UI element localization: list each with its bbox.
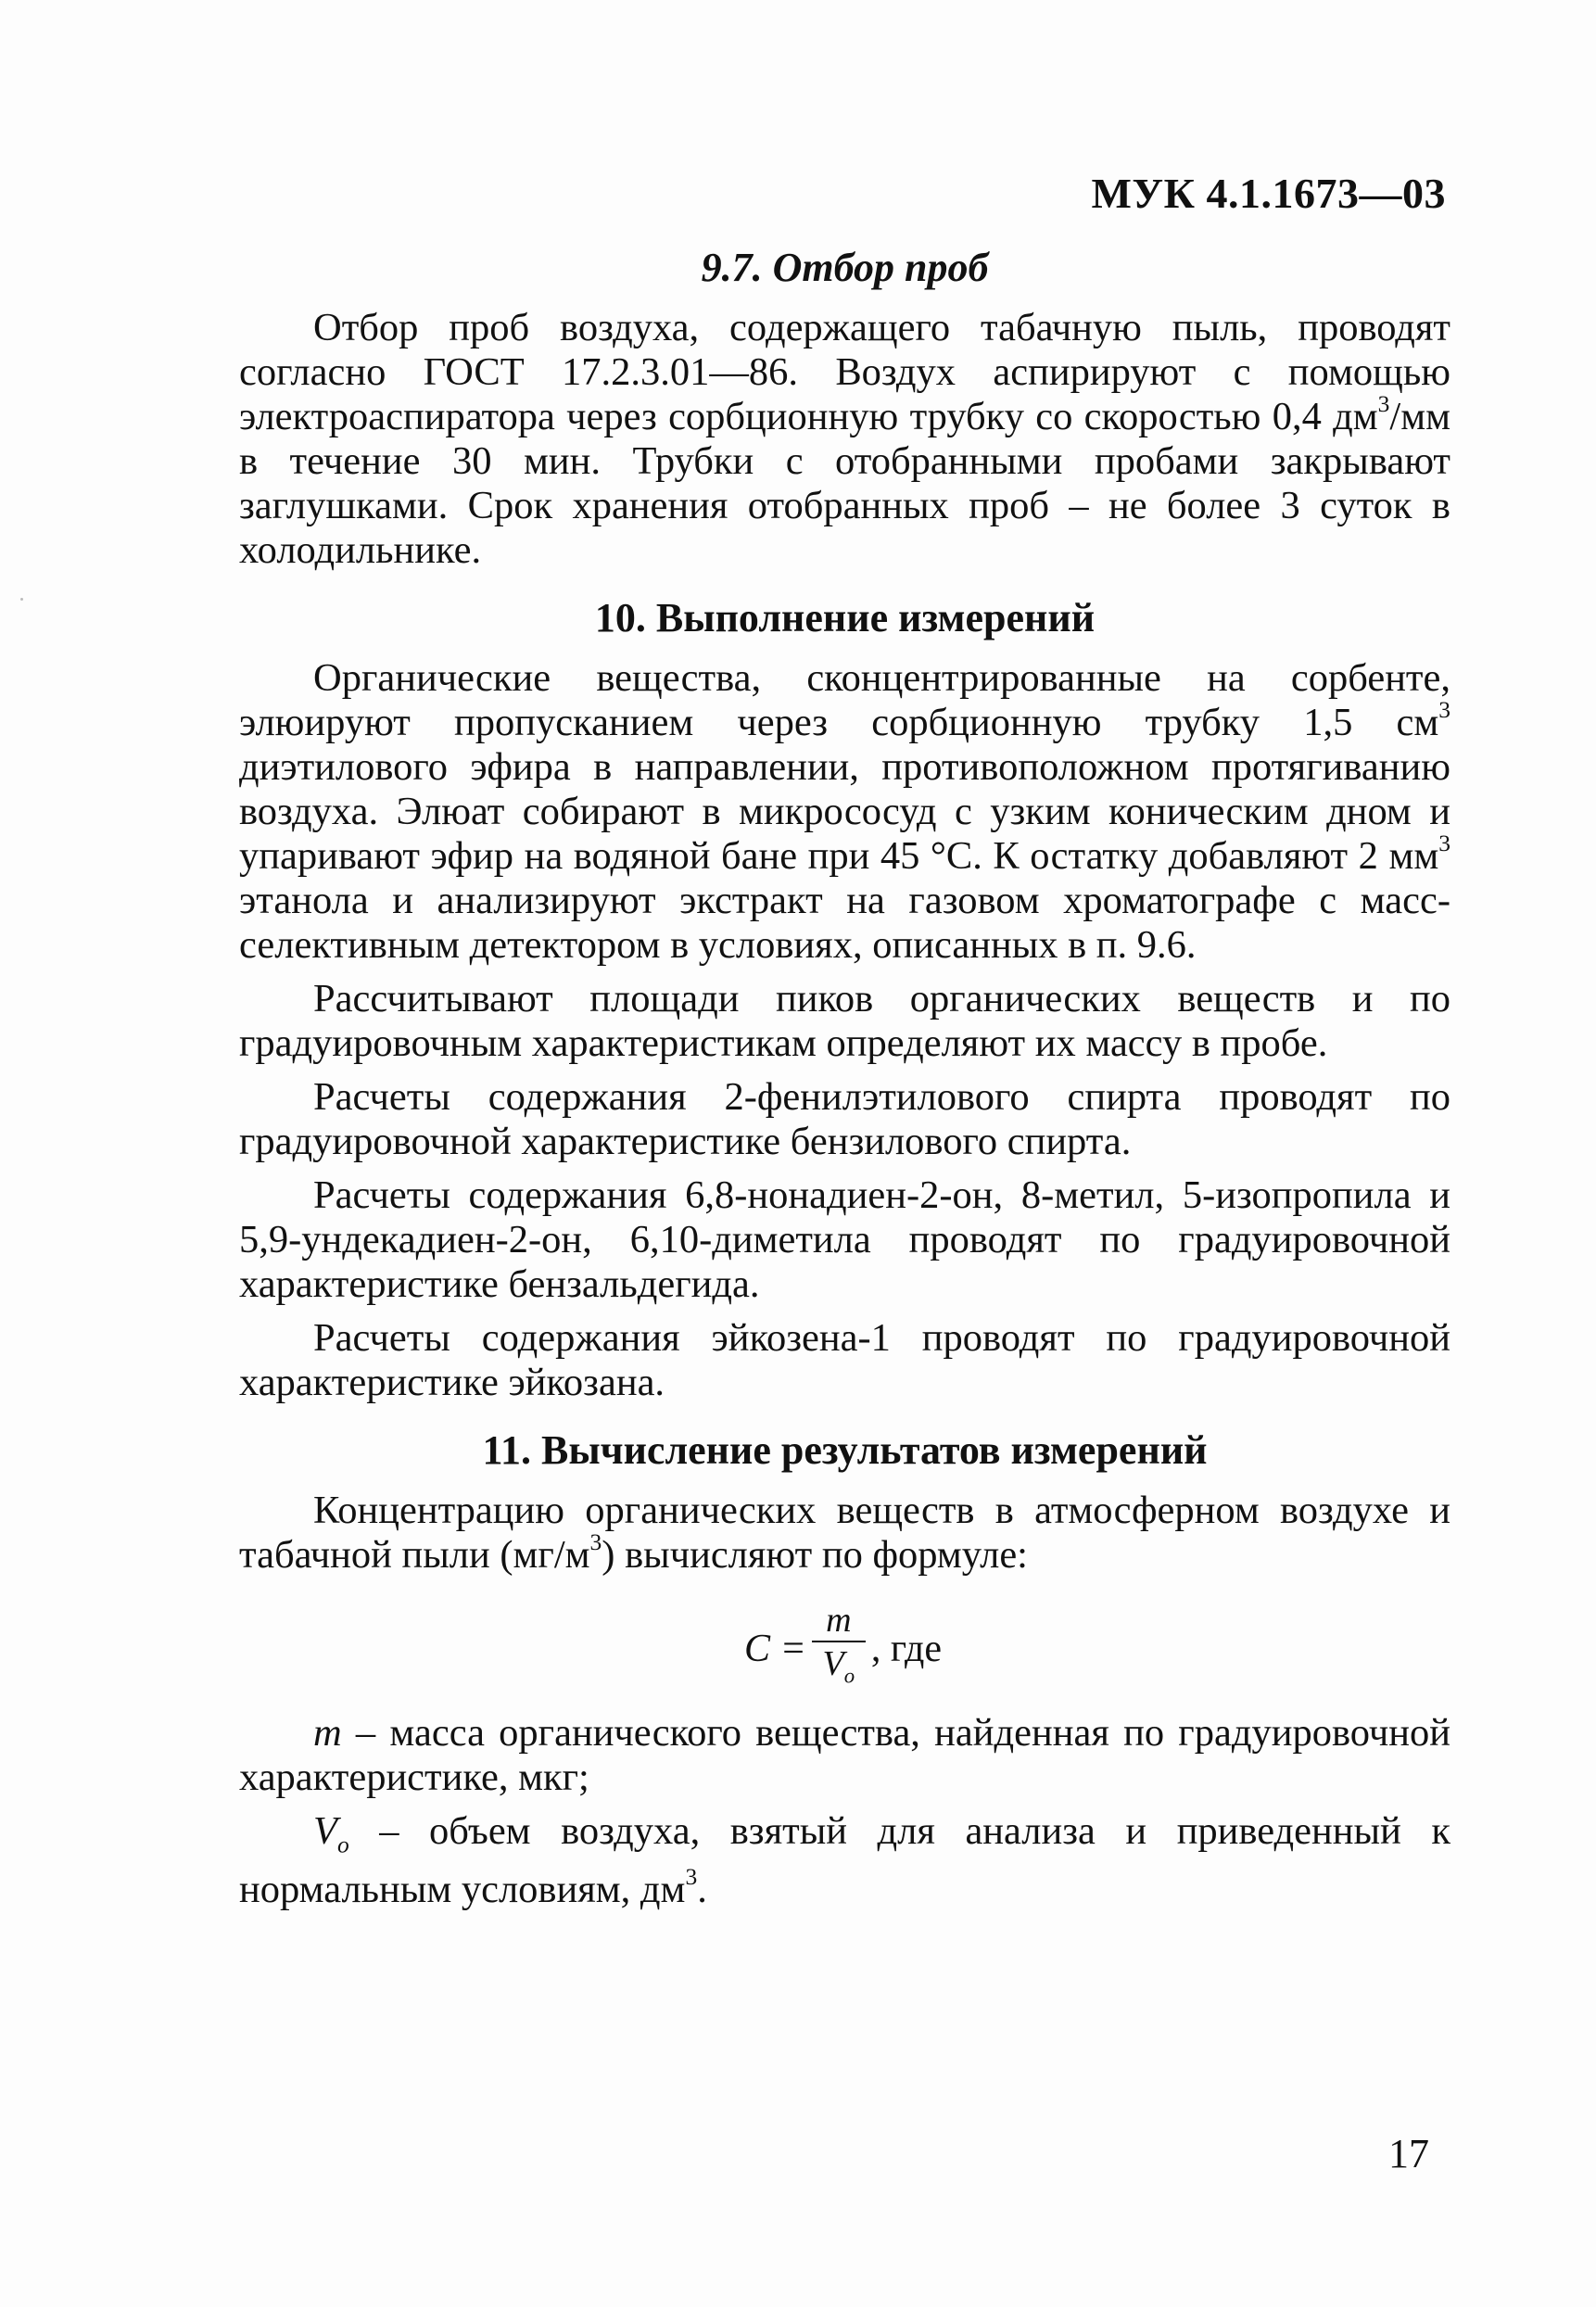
paragraph-text: этанола и анализируют экстракт на газовом хроматографе с масс-селективным детектором в условиях, описанных в п. 9.6.	[239, 879, 1450, 967]
paragraph-text: диэтилового эфира в направлении, противоположном протягиванию воздуха. Элюат собирают в микрососуд с узким коническим дном и упаривают эфир на водяной бане при 45 °С. К остатку добавляют 2 мм	[239, 745, 1450, 878]
definition-symbol: m	[313, 1711, 342, 1755]
definition-text: – масса органического вещества, найденная по градуировочной характеристике, мкг;	[239, 1711, 1450, 1799]
paragraph-phenylethyl: Расчеты содержания 2-фенилэтилового спирта проводят по градуировочной характеристике бензилового спирта.	[239, 1075, 1450, 1163]
superscript: 3	[589, 1527, 602, 1555]
section-title-9-7: 9.7. Отбор проб	[701, 245, 989, 290]
formula-fraction	[812, 1600, 866, 1698]
superscript: 3	[1377, 389, 1390, 417]
definition-symbol: V	[313, 1809, 337, 1853]
superscript: 3	[685, 1862, 698, 1890]
paragraph-text: Органические вещества, сконцентрированные на сорбенте, элюируют пропусканием через сорбционную трубку 1,5 см	[239, 656, 1450, 744]
paragraph-text: /мм в течение 30 мин. Трубки с отобранными пробами закрывают заглушками. Срок хранения отобранных проб – не более 3 суток в холодильнике.	[239, 395, 1450, 572]
formula-block	[239, 1592, 1450, 1702]
definition-text: – объем воздуха, взятый для анализа и приведенный к нормальным условиям, дм	[239, 1809, 1450, 1911]
paragraph-eicosene: Расчеты содержания эйкозена-1 проводят по градуировочной характеристике эйкозана.	[239, 1316, 1450, 1404]
denominator-symbol: V	[822, 1644, 844, 1683]
page-number: 17	[1388, 2131, 1429, 2176]
section-title-11: 11. Вычисление результатов измерений	[482, 1427, 1208, 1473]
superscript: 3	[1438, 829, 1450, 856]
paragraph-peak-areas: Рассчитывают площади пиков органических веществ и по градуировочным характеристикам определяют их массу в пробе.	[239, 977, 1450, 1065]
formula-numerator: m	[826, 1601, 852, 1640]
formula-suffix: , где	[870, 1627, 943, 1670]
superscript: 3	[1438, 695, 1450, 723]
paragraph-sampling	[239, 306, 1450, 573]
definition-end: .	[697, 1867, 707, 1911]
definition-subscript: o	[336, 1831, 349, 1858]
definition-m	[239, 1711, 1450, 1800]
paragraph-text: Концентрацию органических веществ в атмосферном воздухе и табачной пыли (мг/м	[239, 1489, 1450, 1577]
paragraph-text: Отбор проб воздуха, содержащего табачную пыль, проводят согласно ГОСТ 17.2.3.01—86. Воздух аспирируют с помощью электроаспиратора через сорбционную трубку со скоростью 0,4 дм	[239, 306, 1450, 438]
section-title-10: 10. Выполнение измерений	[594, 595, 1096, 640]
document-code: МУК 4.1.1673—03	[1091, 170, 1446, 217]
formula-lhs: C =	[744, 1627, 806, 1670]
formula-denominator	[823, 1642, 855, 1698]
paragraph-elution	[239, 656, 1450, 968]
scan-speck	[20, 598, 23, 601]
paragraph-text: ) вычисляют по формуле:	[602, 1533, 1028, 1577]
formula-expression	[744, 1600, 942, 1698]
document-body	[239, 243, 1450, 1912]
paragraph-concentration	[239, 1489, 1450, 1578]
definition-v0	[239, 1809, 1450, 1912]
paragraph-nonadienone: Расчеты содержания 6,8-нонадиен-2-он, 8-метил, 5-изопропила и 5,9-ундекадиен-2-он, 6,10-диметила проводят по градуировочной характеристике бензальдегида.	[239, 1173, 1450, 1306]
denominator-subscript: o	[843, 1664, 855, 1688]
